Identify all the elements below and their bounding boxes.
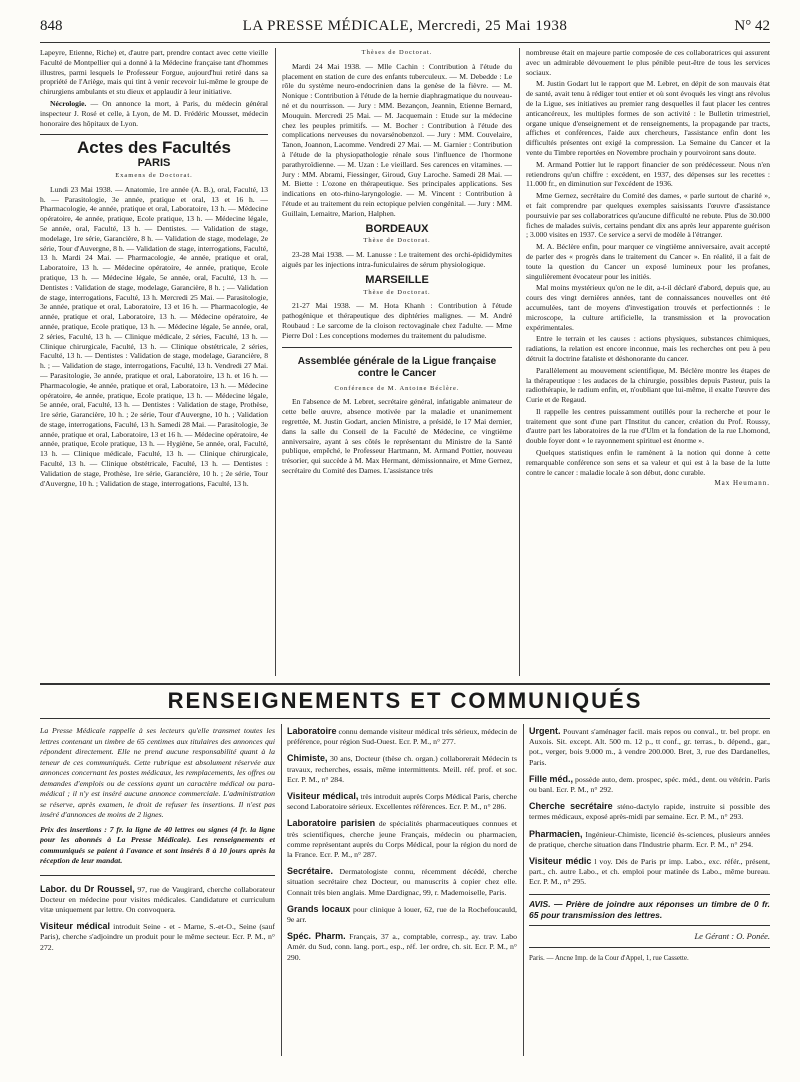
necrologie-paragraph bbox=[40, 99, 268, 128]
ad-text: de spécialités pharmaceutiques connues et très scientifiques, cherche jeune Français, médecin ou pharmacien, comme représentant auprès du Corps Médical, pour la région du nord de la France. Ecr. P. M., n° 287. bbox=[287, 819, 517, 860]
conference-line: Conférence de M. Antoine Béclère. bbox=[334, 384, 460, 392]
ligue-continued-6: Mal moins mystérieux qu'on ne le dit, a-t-il déclaré d'abord, depuis que, au cours des vingt dernières années, tant de connaissances nouvelles ont été accumulées, tant de moyens d'investigation trouvés et perfectionnés : le microscope, la culture artificielle, la transmission et la provocation expérimentales. bbox=[526, 283, 770, 332]
issue-number: N° 42 bbox=[734, 18, 770, 34]
page-header bbox=[40, 18, 770, 42]
header-rule bbox=[40, 42, 770, 43]
theses-subtitle: Thèses de Doctorat. bbox=[361, 49, 433, 56]
ad-text: pour clinique à louer, 62, rue de la Rochefoucauld, 9e arr. bbox=[287, 904, 517, 925]
classified-ad bbox=[529, 829, 770, 850]
classified-ad bbox=[40, 921, 275, 953]
actes-title: Actes des Facultés bbox=[76, 138, 231, 158]
classified-ad bbox=[287, 791, 517, 812]
ad-text: 97, rue de Vaugirard, cherche collaborateur Docteur en médecine pour visites médicales. Candidature et curriculum vitæ uniquement par lettre. On convoquera. bbox=[40, 884, 275, 914]
ligue-continued-2: M. Justin Godart lut le rapport que M. Lebret, en dépit de son mauvais état de santé, avait tenu à rédiger tout entier et où sont évoqués les vingt ans révolus de la Ligue, ses initiatives au premier rang desquelles il faut placer les centres anticancéreux, les multiples formes de son activité : le Bulletin trimestriel, organe unique d'enseignement et de renseignements, la propagande par tracts, affiches et conférences, l'aide aux chercheurs, l'assistance enfin dont les difficultés présentes ont exigé la compression. La Semaine du Cancer et la vente du Timbre reportées en Novembre prochain y pourvoiront sans doute. bbox=[526, 79, 770, 157]
avis-rule-bottom bbox=[529, 925, 770, 926]
column-1 bbox=[40, 48, 268, 680]
ad-heading: Labor. du Dr Roussel, bbox=[40, 883, 135, 894]
notice-rule bbox=[40, 875, 275, 876]
gerant-line: Le Gérant : O. Ponée. bbox=[694, 930, 770, 941]
banner-rule-bottom bbox=[40, 718, 770, 719]
classified-ad bbox=[529, 801, 770, 822]
ad-text: Français, 37 a., comptable, corresp., ay. trav. Labo Amér. du Sud, conn. lang. port., esp., réf. 1er ordre, ch. sit. Ecr. P. M., n° 290. bbox=[287, 932, 517, 962]
column-3 bbox=[526, 48, 770, 680]
ad-heading: Cherche secrétaire bbox=[529, 801, 613, 812]
ad-text: sténo-dactylo rapide, instruite si possible des termes médicaux, exposé après-midi par semaine. Ecr. P. M., n° 293. bbox=[529, 802, 770, 822]
ad-heading: Laboratoire parisien bbox=[287, 818, 376, 829]
classified-ad bbox=[529, 774, 770, 795]
ad-text: possède auto, dem. prospec, spéc. méd., dent. ou vétérin. Paris ou banl. Ecr. P. M., n° 292. bbox=[529, 774, 770, 795]
column-divider bbox=[519, 48, 520, 676]
classified-ad bbox=[529, 856, 770, 888]
price-paragraph: Prix des insertions : 7 fr. la ligne de 40 lettres ou signes (4 fr. la ligne pour les abonnés à La Presse Médicale). Les renseignements et communiqués se paient à l'avance et sont insérés 8 à 10 jours après la réception de leur mandat. bbox=[40, 824, 275, 865]
ad-heading: Spéc. Pharm. bbox=[287, 931, 346, 942]
classified-ad bbox=[287, 866, 517, 898]
ad-text: Ingénieur-Chimiste, licencié ès-sciences, plusieurs années de pratique, cherche situation dans l'Industrie pharm. Ecr. P. M., n° 294. bbox=[529, 829, 770, 849]
classifieds-column-3 bbox=[529, 726, 770, 1056]
classifieds-column-2 bbox=[287, 726, 517, 1056]
ligue-continued-1: nombreuse était en majeure partie composée de ces collaboratrices qui assurent avec un admirable dévouement le plus pénible peut-être de tous les services sociaux. bbox=[526, 48, 770, 77]
column-divider bbox=[281, 724, 282, 1056]
classified-ad bbox=[287, 931, 517, 963]
ad-text: introduit Seine - et - Marne, S.-et-O., Seine (sauf Paris), cherche s'adjoindre un produit pour le même secteur. Ecr. P. M., n° 272. bbox=[40, 922, 275, 952]
ad-heading: Fille méd., bbox=[529, 773, 574, 784]
paris-title: PARIS bbox=[137, 157, 171, 170]
classified-ad bbox=[529, 726, 770, 768]
ad-heading: Secrétaire. bbox=[287, 866, 334, 877]
avis-notice: AVIS. — Prière de joindre aux réponses un timbre de 0 fr. 65 pour transmission des lettres. bbox=[529, 898, 770, 920]
ligue-continued-3: M. Armand Pottier lut le rapport financier de son prédécesseur. Nous n'en retiendrons qu'un chiffre : excédent, en 1937, des dépenses sur les recettes : 11.000 fr., en diminution sur l'excédent de 1936. bbox=[526, 159, 770, 189]
column-2 bbox=[282, 48, 512, 680]
notice-paragraph: La Presse Médicale rappelle à ses lecteurs qu'elle transmet toutes les lettres contenant un timbre de 65 centimes aux titulaires des annonces qui répondent directement. Elle ne prend aucune responsabilité quant à la teneur de ces communiqués. Cette rubrique est absolument réservée aux annonces concernant les postes médicaux, les remplacements, les offres ou demandes d'emplois ou de cessions ayant un caractère médical ou para-médical ; il n'y est inséré aucune annonce commerciale. L'administration se réserve, après examen, le droit de refuser les insertions. Il n'est pas inséré d'annonces de moins de 2 lignes. bbox=[40, 726, 275, 819]
imprint-rule bbox=[529, 947, 770, 948]
ligue-continued-4: Mme Gernez, secrétaire du Comité des dames, « parle surtout de charité », et fait comprendre par quelques exemples saisissants l'œuvre d'assistance poursuivie par ses collaboratrices qu'aucune difficulté ne rebute. Plus de 30.000 fiches de malades suivis, certains pendant dix ans après leur apparente guérison ; 3.000 visites en 1937. Ce service a servi de modèle à l'étranger. bbox=[526, 191, 770, 240]
renseignements-banner: RENSEIGNEMENTS ET COMMUNIQUÉS bbox=[167, 688, 643, 713]
ligue-continued-5: M. A. Béclère enfin, pour marquer ce vingtième anniversaire, avait accepté de parler des « progrès dans le traitement du Cancer ». En réalité, il a fait de toute la question du Cancer un exposé lumineux pour les profanes, singulièrement évocateur pour les initiés. bbox=[526, 242, 770, 281]
paris-subtitle: Examens de Doctorat. bbox=[115, 171, 193, 179]
intro-paragraph: Lapeyre, Etienne, Riche) et, d'autre part, prendre contact avec cette vieille Faculté de Montpellier qui a donné à la Médecine française tant d'hommes illustres, parmi lesquels le Professeur Forgue, aujourd'hui retiré dans sa propriété de l'Ariège, mais qui tint à venir recevoir lui-même le groupe de chirurgiens ambulants et stu dieux et applaudir à leur initiative. bbox=[40, 48, 268, 97]
section-rule bbox=[282, 347, 512, 348]
ad-heading: Visiteur médical bbox=[40, 921, 111, 932]
page-number: 848 bbox=[40, 18, 63, 34]
ad-text: connu demande visiteur médical très sérieux, médecin de préférence, pour région Sud-Ouest. Ecr. P. M., n° 277. bbox=[287, 727, 517, 747]
marseille-title: MARSEILLE bbox=[365, 273, 429, 286]
ligue-continued-8: Parallèlement au mouvement scientifique, M. Béclère montre les étapes de la thérapeutique : les audaces de la chirurgie, possibles depuis Pasteur, puis la radiothérapie, le radium enfin, et, n'oubliant que lui-même, il exalte l'œuvre des Curie et de Regaud. bbox=[526, 365, 770, 405]
ad-text: très introduit auprès Corps Médical Paris, cherche second Laboratoire sérieux. Excellentes références. Ecr. P. M., n° 286. bbox=[287, 792, 517, 812]
ad-text: 30 ans, Docteur (thèse ch. organ.) collaborerait Médecin ts travaux, recherches, essais, même intermittents. Meill. réf. prof. et soc. Ecr. P. M., n° 284. bbox=[287, 754, 517, 784]
necrologie-heading: Nécrologie. bbox=[50, 98, 87, 108]
theses-text: Mardi 24 Mai 1938. — Mlle Cachin : Contribution à l'étude du placement en station de cure des enfants tuberculeux. — M. Debedde : Le rôle du système neuro-endocrinien dans la genèse de la fièvre. — M. Nonique : Contribution à l'étude de la hernie diaphragmatique du nouveau-né et du nourrisson. — Jury : MM. Bezançon, Jeannin, Etienne Bernard, Mouquin. Mercredi 25 Mai. — M. Jacquemain : Etude sur la médecine chez les peuples primitifs. — M. Bocher : Contribution à l'étude des complications nerveuses du novarsénobenzol. — Jury : MM. Couvelaire, Tanon, Joannon, Lacomme. Vendredi 27 Mai. — M. Garnier : Contribution à l'étude de la physiopathologie rénale sous l'influence de l'hormone parathyroïdienne. — M. Uzan : Le vieillard. Ses carences en vitamines. — Jury : MM. Abrami, Fiessinger, Giroud, Guy Laroche. Samedi 28 Mai. — M. Biette : L'ozone en thérapeutique. Ses principales applications. Ses indications en oto-rhino-laryngologie. — M. Vincent : Contribution à l'étude et au traitement du rein ectopique pelvien congénital. — Jury : MM. Guillain, Lemaitre, Marion, Halphen. bbox=[282, 61, 512, 218]
ad-text: l voy. Dés de Paris pr imp. Labo., exc. référ., présent, part., ch. autre Labo., et ch. emploi pour matinée ds Labo., même bureau. Ecr. P. M., n° 295. bbox=[529, 857, 770, 887]
ad-heading: Chimiste, bbox=[287, 753, 328, 764]
classified-ad bbox=[287, 904, 517, 925]
ligue-text: En l'absence de M. Lebret, secrétaire général, infatigable animateur de cette belle œuvre, absence motivée par la maladie et unanimement regrettée, M. Justin Godart, ancien Ministre, a présidé, le 17 Mai dernier, dans la salle du Conseil de la Faculté de Médecine, ce vingtième anniversaire, ayant à ses côtés le représentant du Ministre de la Santé publique, empêché, le Professeur Hartmann, M. Armand Pottier, nouveau trésorier, qui succède à M. Max Hermant, démissionnaire, et Mme Gernez, secrétaire du Comité des Dames. L'assistance très bbox=[282, 397, 512, 475]
necrologie-text: — On annonce la mort, à Paris, du médecin général inspecteur J. Rosé et celle, à Lyon, de M. D. Frédéric Mousset, médecin honoraire des hôpitaux de Lyon. bbox=[40, 98, 268, 128]
ad-heading: Grands locaux bbox=[287, 903, 351, 914]
signature: Max Heumann. bbox=[714, 479, 770, 488]
banner-rule-top bbox=[40, 683, 770, 685]
ad-heading: Laboratoire bbox=[287, 726, 337, 736]
marseille-text: 21-27 Mai 1938. — M. Hota Khanh : Contribution à l'étude pathogénique et thérapeutique des diphtéries malignes. — M. André Roubaud : Le sarcome de la cloison rectovaginale chez l'adulte. — Mme Pierre Dol : Les conceptions modernes du traitement du paludisme. bbox=[282, 301, 512, 340]
classified-ad bbox=[287, 753, 517, 785]
imprint-line: Paris. — Ancne Imp. de la Cour d'Appel, 1, rue Cassette. bbox=[529, 954, 689, 963]
classified-ad bbox=[287, 818, 517, 860]
ligue-continued-10: Quelques statistiques enfin le ramènent à la notion qui donne à cette remarquable conférence son sens et sa valeur et qui est à la base de la lutte contre le cancer : maladie locale à son début, donc curable. bbox=[526, 448, 770, 477]
column-divider bbox=[275, 48, 276, 676]
ad-heading: Visiteur médic bbox=[529, 856, 592, 867]
section-rule bbox=[40, 134, 268, 135]
ad-text: Dermatologiste connu, récemment décédé, cherche situation secrétaire chez Docteur, ou manuscrits à copier chez elle. Connait très bien anglais. Mme Dardignac, 99, r. Mademoiselle, Paris. bbox=[287, 867, 517, 897]
classified-ad bbox=[287, 726, 517, 747]
ligue-title: Assemblée générale de la Ligue française contre le Cancer bbox=[297, 355, 497, 379]
classified-ad bbox=[40, 884, 275, 916]
avis-rule-top bbox=[529, 894, 770, 895]
ad-heading: Pharmacien, bbox=[529, 828, 583, 839]
journal-line: LA PRESSE MÉDICALE, Mercredi, 25 Mai 1938 bbox=[242, 18, 568, 34]
bordeaux-subtitle: Thèse de Doctorat. bbox=[363, 237, 431, 245]
classifieds-column-1 bbox=[40, 726, 275, 1056]
ad-heading: Urgent. bbox=[529, 726, 561, 736]
ligue-continued-9: Il rappelle les centres puissamment outillés pour la recherche et pour le traitement que sont d'une part l'Institut du cancer, création du Prof. Roussy, d'autre part les laboratoires de la rue d'Ulm et la fondation de la rue Lhomond, double foyer dont « le rayonnement spirituel est énorme ». bbox=[526, 406, 770, 446]
ad-heading: Visiteur médical, bbox=[287, 791, 359, 802]
bordeaux-text: 23-28 Mai 1938. — M. Lanusse : Le traitement des orchi-épididymites aiguës par les injections intra-funiculaires de sérum physiologique. bbox=[282, 250, 512, 269]
paris-exams-text: Lundi 23 Mai 1938. — Anatomie, 1re année (A. B.), oral, Faculté, 13 h. — Parasitologie, 3e année, pratique et oral, 13 et 16 h. — Pharmacologie, 4e année, pratique et oral, Laboratoire, 13 h. — Médecine opératoire, 4e année, pratique, Ecole pratique, 13 h. — Médecine légale, 5e année, oral, Faculté, 13 h. — Dentistes. — Validation de stage, modelage, 1re série, Garancière, 8 h. — Validation de stage, modelage, 2e série, Tour d'Auvergne, 8 h. — Validation de stage, interrogations, Faculté, 13 h. Mardi 24 Mai. — Pharmacologie, 4e année, pratique et oral, Laboratoire, 13 h. — Médecine opératoire, 4e année, pratique, Ecole pratique, 13 h. — Médecine légale, 5e année, oral, Faculté, 13 h. — Dentistes : Validation de stage, modelage, Garancière, 8 h. ; — Validation de stage, interrogations, Faculté, 13 h. Mercredi 25 Mai. — Parasitologie, 3e année, pratique et oral, Laboratoire, 13 et 16 h. — Pharmacologie, 4e année, pratique et oral, Laboratoire, 13 h. — Médecine opératoire, 4e année, pratique, Ecole pratique, 13 h. — Médecine légale, 5e année, oral, 2 séries, Faculté, 13 h. — Clinique médicale, 2 séries, Faculté, 13 h. — Clinique chirurgicale, Faculté, 13 h. — Clinique obstétricale, 2 séries, Faculté, 13 h. — Dentistes : Validation de stage, modelage, Garancière, 8 h. ; — Validation de stage, interrogations, Faculté, 13 h. Vendredi 27 Mai. — Parasitologie, 3e année, pratique et oral, Laboratoire, 13 h. et 16 h. — Pharmacologie, 4e année, pratique et oral, Laboratoire, 13 h. — Médecine opératoire, 4e année, pratique, Ecole pratique, 13 h. — Médecine légale, 5e année, oral, Faculté, 13 h. — Dentistes : Validation de stage, Prothèse, 1re série, Garancière, 10 h. ; 2e série, Tour d'Auvergne, 10 h. ; Validation de stage, interrogations, Faculté, 13 h. Samedi 28 Mai. — Parasitologie, 3e année, pratique et oral, Laboratoire, 13 et 16 h. — Médecine opératoire, 4e année, pratique, Ecole pratique, 13 h. — Hygiène, 5e année, oral, Faculté, 13 h. — Clinique médicale, Faculté, 13 h. — Clinique chirurgicale, Faculté, 13 h. — Clinique obstétricale, Faculté, 13 h. — Dentistes : Validation de stage, Prothèse, 1re série, Garancière, 10 h. ; 2e série, Tour d'Auvergne, 10 h. ; Validation de stage, interrogations, Faculté, 13 h. bbox=[40, 184, 268, 488]
ad-text: Pouvant s'aménager facil. mais repos ou conval., tr. bel propr. en Auxois. Sit. except. Alt. 500 m. 12 p., tt conf., gr. terras., b. dépend., gar., pot., verger, bois 9.000 m., à vendre 200.000. Bret, 3, rue des Dardanelles, Paris. bbox=[529, 727, 770, 767]
column-divider bbox=[523, 724, 524, 1056]
bordeaux-title: BORDEAUX bbox=[365, 222, 429, 235]
ligue-continued-7: Entre le terrain et les causes : actions physiques, substances chimiques, radiations, la relation est encore inconnue, mais les recherches ont peu à peu détruit la doctrine fataliste et déshonorante du cancer. bbox=[526, 334, 770, 363]
marseille-subtitle: Thèse de Doctorat. bbox=[363, 288, 431, 296]
